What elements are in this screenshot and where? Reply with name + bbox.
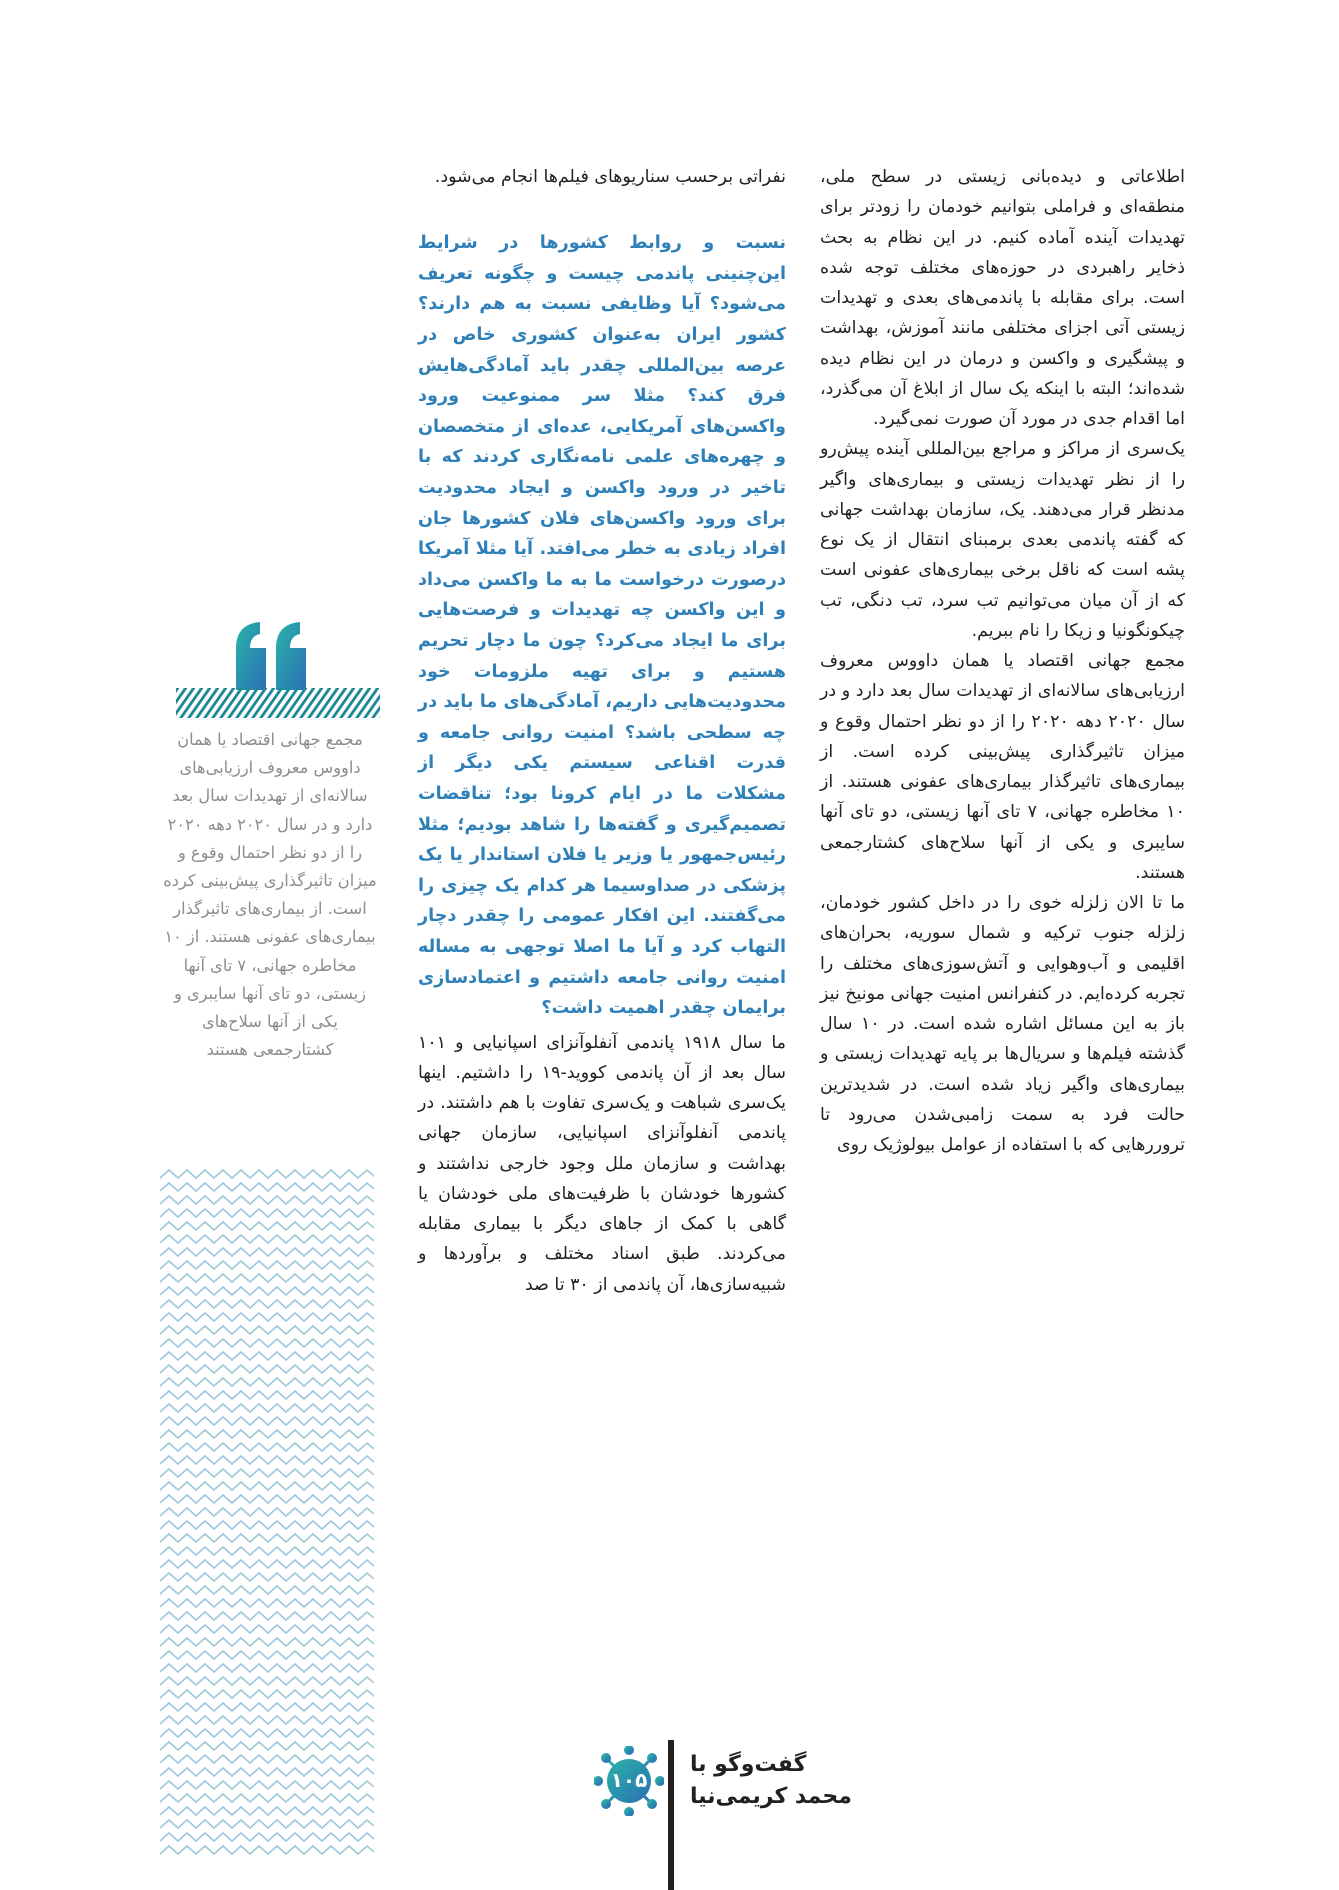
decorative-zigzag-pattern: [160, 1168, 374, 1858]
paragraph: نفراتی برحسب سناریوهای فیلم‌ها انجام می‌شود.: [434, 167, 786, 187]
paragraph: اطلاعاتی و دیده‌بانی زیستی در سطح ملی، منطقه‌ای و فراملی بتوانیم خودمان را زودتر برای تهدیدات آینده آماده کنیم. در این نظام به بحث ذخایر راهبردی در حوزه‌های مختلف توجه شده است. برای مقابله با پاندمی‌های بعدی و تهدیدات زیستی آتی اجزای مختلفی مانند آموزش، بهداشت و پیشگیری و واکسن و درمان در این نظام دیده شده‌اند؛ البته با اینکه یک سال از ابلاغ آن می‌گذرد، اما اقدام جدی در مورد آن صورت نمی‌گیرد.: [820, 167, 1185, 429]
article-column-right: [820, 162, 1185, 1160]
footer-title: گفت‌وگو با: [690, 1752, 807, 1777]
footer-divider: [668, 1740, 674, 1890]
article-column-middle: [418, 162, 786, 1300]
interview-question: نسبت و روابط کشورها در شرایط این‌چنینی پاندمی چیست و چگونه تعریف می‌شود؟ آیا وظایفی نسبت به هم دارند؟ کشور ایران به‌عنوان کشوری خاص در عرصه بین‌المللی چقدر باید آمادگی‌هایش فرق کند؟ مثلا سر ممنوعیت ورود واکسن‌های آمریکایی، عده‌ای از متخصصان و چهره‌های علمی نامه‌نگاری کردند که با تاخیر در ورود واکسن و ایجاد محدودیت برای ورود واکسن‌های فلان کشورها جان افراد زیادی به خطر می‌افتد. آیا مثلا آمریکا درصورت درخواست ما به ما واکسن می‌داد و این واکسن چه تهدیدات و فرصت‌هایی برای ما ایجاد می‌کرد؟ چون ما دچار تحریم هستیم و برای تهیه ملزومات خود محدودیت‌هایی داریم، آمادگی‌های ما باید در چه سطحی باشد؟ امنیت روانی جامعه و قدرت اقناعی سیستم یکی دیگر از مشکلات ما در ایام کرونا بود؛ تناقضات تصمیم‌گیری و گفته‌ها را شاهد بودیم؛ مثلا رئیس‌جمهور یا وزیر یا فلان استاندار یا یک پزشکی در صداوسیما هر کدام یک چیزی را می‌گفتند. این افکار عمومی را چقدر دچار التهاب کرد و آیا ما اصلا توجهی به مساله امنیت روانی جامعه داشتیم و اعتمادسازی برایمان چقدر اهمیت داشت؟: [418, 233, 786, 1019]
footer-subtitle: محمد کریمی‌نیا: [690, 1784, 852, 1809]
paragraph: مجمع جهانی اقتصاد یا همان داووس معروف ارزیابی‌های سالانه‌ای از تهدیدات سال بعد دارد و در سال ۲۰۲۰ دهه ۲۰۲۰ را از دو نظر احتمال وقوع و میزان تاثیرگذاری پیش‌بینی کرده است. از بیماری‌های تاثیرگذار بیماری‌های عفونی هستند. از ۱۰ مخاطره جهانی، ۷ تای آنها زیستی، دو تای آنها سایبری و یکی از آنها سلاح‌های کشتارجمعی هستند.: [820, 651, 1185, 883]
paragraph: یک‌سری از مراکز و مراجع بین‌المللی آینده پیش‌رو را از نظر تهدیدات زیستی و بیماری‌های واگیر مدنظر قرار می‌دهند. یک، سازمان بهداشت جهانی که گفته پاندمی بعدی برمبنای انتقال از یک نوع پشه است که ناقل برخی بیماری‌های عفونی است که از آن میان می‌توانیم تب سرد، تب دنگی، تب چیکونگونیا و زیکا را نام ببریم.: [820, 439, 1185, 641]
page-number: ۱۰۵: [610, 1768, 648, 1792]
quote-mark-icon: [232, 620, 312, 690]
decorative-stripe-band: [176, 688, 380, 718]
paragraph: ما سال ۱۹۱۸ پاندمی آنفلوآنزای اسپانیایی و ۱۰۱ سال بعد از آن پاندمی کووید-۱۹ را داشتیم. اینها یک‌سری شباهت و یک‌سری تفاوت با هم داشتند. در پاندمی آنفلوآنزای اسپانیایی، سازمان جهانی بهداشت و سازمان ملل وجود خارجی نداشتند و کشورها خودشان با ظرفیت‌های ملی خودشان یا گاهی با کمک از جاهای دیگر با بیماری مقابله می‌کردند. طبق اسناد مختلف و برآوردها و شبیه‌سازی‌ها، آن پاندمی از ۳۰ تا صد: [418, 1032, 786, 1295]
paragraph: ما تا الان زلزله خوی را در داخل کشور خودمان، زلزله جنوب ترکیه و شمال سوریه، بحران‌های اقلیمی و آب‌وهوایی و آتش‌سوزی‌های مختلف را تجربه کرده‌ایم. در کنفرانس امنیت جهانی مونیخ نیز باز به این مسائل اشاره شده است. در ۱۰ سال گذشته فیلم‌ها و سریال‌ها بر پایه تهدیدات زیستی و بیماری‌های واگیر زیاد شده است. در شدیدترین حالت فرد به سمت زامبی‌شدن می‌رود تا تروررهایی که با استفاده از عوامل بیولوژیک روی: [820, 893, 1185, 1155]
pull-quote: مجمع جهانی اقتصاد یا همان داووس معروف ارزیابی‌های سالانه‌ای از تهدیدات سال بعد دارد و در سال ۲۰۲۰ دهه ۲۰۲۰ را از دو نظر احتمال وقوع و میزان تاثیرگذاری پیش‌بینی کرده است. از بیماری‌های تاثیرگذار بیماری‌های عفونی هستند. از ۱۰ مخاطره جهانی، ۷ تای آنها زیستی، دو تای آنها سایبری و یکی از آنها سلاح‌های کشتارجمعی هستند: [163, 730, 377, 1060]
